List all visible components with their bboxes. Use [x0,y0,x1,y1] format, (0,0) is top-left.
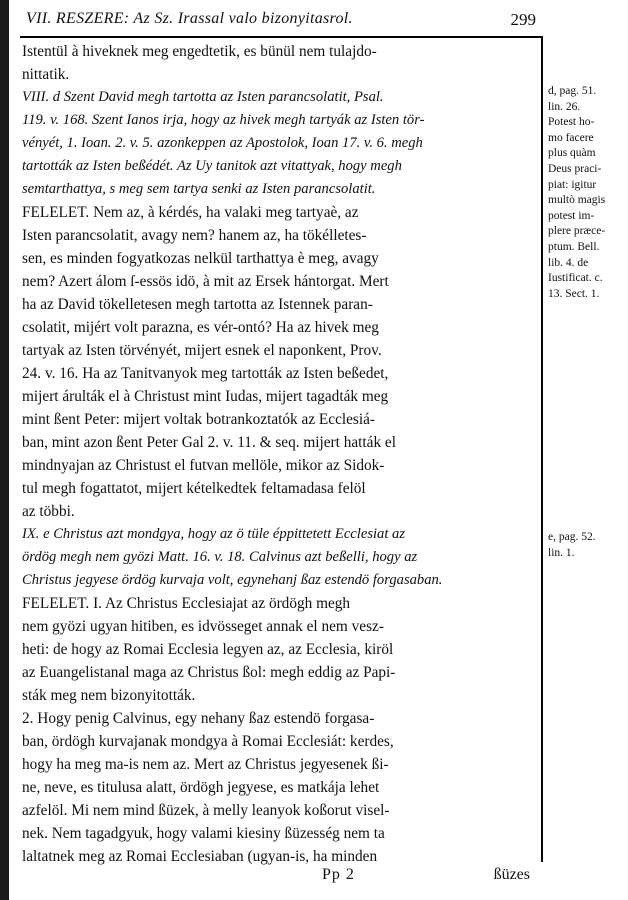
text-line: IX. e Christus azt mondgya, hogy az ö tüle éppittetett Ecclesiat az [22,526,406,542]
text-line: ha az David tökelletesen megh tartotta az Istennek paran- [22,296,373,313]
text-line: az Euangelistanal maga az Christus ßol: megh eddig az Papi- [22,664,396,681]
text-line: mijert árulták el à Christust mint Iudas, mijert tagadták meg [22,388,389,405]
margin-note-line: Iustificat. c. [548,272,603,285]
margin-note-line: plere præce- [548,225,606,238]
text-line: nem gyözi ugyan hitiben, es idvösseget annak el nem vesz- [22,618,384,635]
text-line: azfelöl. Mi nem mind ßüzek, à melly leanyok koßorut visel- [22,802,390,819]
text-line: nek. Nem tagadgyuk, hogy valami kiesiny ßüzesség nem ta [22,825,385,842]
margin-note-line: ptum. Bell. [548,240,600,253]
text-line: VIII. d Szent David megh tartotta az Isten parancsolatit, Psal. [22,89,384,105]
header-rule [20,36,542,38]
text-line: ne, neve, es titulusa alatt, ördögh jegyese, es matkája lehet [22,779,380,796]
text-line: 2. Hogy penig Calvinus, egy nehany ßaz estendö forgasa- [22,710,375,727]
text-line: az többi. [22,503,75,520]
text-line: heti: de hogy az Romai Ecclesia legyen az, az Ecclesia, kiröl [22,641,394,658]
text-line: tartották az Isten beßédét. Az Uy tanitok azt vitattyak, hogy megh [22,158,402,174]
text-line: FELELET. I. Az Christus Ecclesiajat az ördögh megh [22,595,351,612]
text-line: Christus jegyese ördög kurvaja volt, egynehanj ßaz estendö forgasaban. [22,572,443,588]
page-binding-edge [0,0,9,900]
margin-note-line: e, pag. 52. [548,531,596,543]
text-line: ban, ördögh kurvajanak mondgya à Romai Ecclesiát: kerdes, [22,733,394,750]
text-line: ban, mint azon ßent Peter Gal 2. v. 11. & seq. mijert hatták el [22,434,396,451]
text-line: nittatik. [22,66,70,83]
margin-note-line: lin. 1. [548,546,575,559]
catchword: ßüzes [493,866,530,883]
text-line: 24. v. 16. Ha az Tanitvanyok meg tartották az Isten beßedet, [22,365,389,382]
margin-note-line: d, pag. 51. [548,85,597,97]
text-line: FELELET. Nem az, à kérdés, ha valaki meg tartyaè, az [22,204,359,221]
text-line: Isten parancsolatit, avagy nem? hanem az, ha tökélletes- [22,227,367,244]
margin-rule [541,36,543,862]
text-line: hogy ha meg ma-is nem az. Mert az Christus jegyesenek ßi- [22,756,389,773]
text-line: 119. v. 168. Szent Ianos irja, hogy az hivek megh tartyák az Isten tör- [22,112,425,128]
text-line: laltatnek meg az Romai Ecclesiaban (ugyan-is, ha minden [22,848,378,865]
text-line: nem? Azert álom ſ-essös idö, à mit az Ersek hántorgat. Mert [22,273,389,290]
text-line: mint ßent Peter: mijert voltak botrankoztatók az Ecclesiá- [22,411,375,428]
margin-note-e [548,530,624,561]
text-line: sen, es minden fogyatkozas nelkül tarthattya è meg, avagy [22,250,379,267]
running-title: VII. RESZERE: Az Sz. Irassal valo bizonyitasrol. [26,10,353,27]
text-line: ördög megh nem gyözi Matt. 16. v. 18. Calvinus azt beßelli, hogy az [22,549,418,565]
margin-note-line: multò magis [548,194,606,207]
page-number: 299 [510,10,536,29]
text-line: csolatit, mijért volt parazna, es vér-ontó? Ha az hivek meg [22,319,379,336]
text-line: vényét, 1. Ioan. 2. v. 5. azonkeppen az Apostolok, Ioan 17. v. 6. megh [22,135,423,151]
text-line: Istentül à hiveknek meg engedtetik, es bünül nem tulajdo- [22,43,377,60]
margin-note-line: piat: igitur [548,178,597,191]
margin-note-line: lin. 26. [548,100,581,113]
text-line: sták meg nem bizonyitották. [22,687,196,704]
margin-note-line: plus quàm [548,147,596,160]
text-line: semtarthattya, s meg sem tartya senki az Isten parancsolatit. [22,181,376,197]
signature-mark: Pp 2 [322,866,355,883]
margin-note-line: Deus praci- [548,162,602,175]
margin-note-line: 13. Sect. 1. [548,287,600,300]
margin-note-line: potest im- [548,209,595,222]
text-line: tartyak az Isten törvényét, mijert esnek el naponkent, Prov. [22,342,382,359]
main-text-block [22,40,536,868]
running-header [26,10,536,32]
margin-note-line: lib. 4. de [548,256,589,269]
page-footer [22,866,536,888]
margin-note-line: Potest ho- [548,116,595,129]
text-line: tul megh fogattatot, mijert kételkedtek feltamadasa felöl [22,480,366,497]
margin-note-d [548,84,624,302]
margin-note-line: mo facere [548,131,594,144]
text-line: mindnyajan az Christust el futvan mellöle, mikor az Sidok- [22,457,385,474]
